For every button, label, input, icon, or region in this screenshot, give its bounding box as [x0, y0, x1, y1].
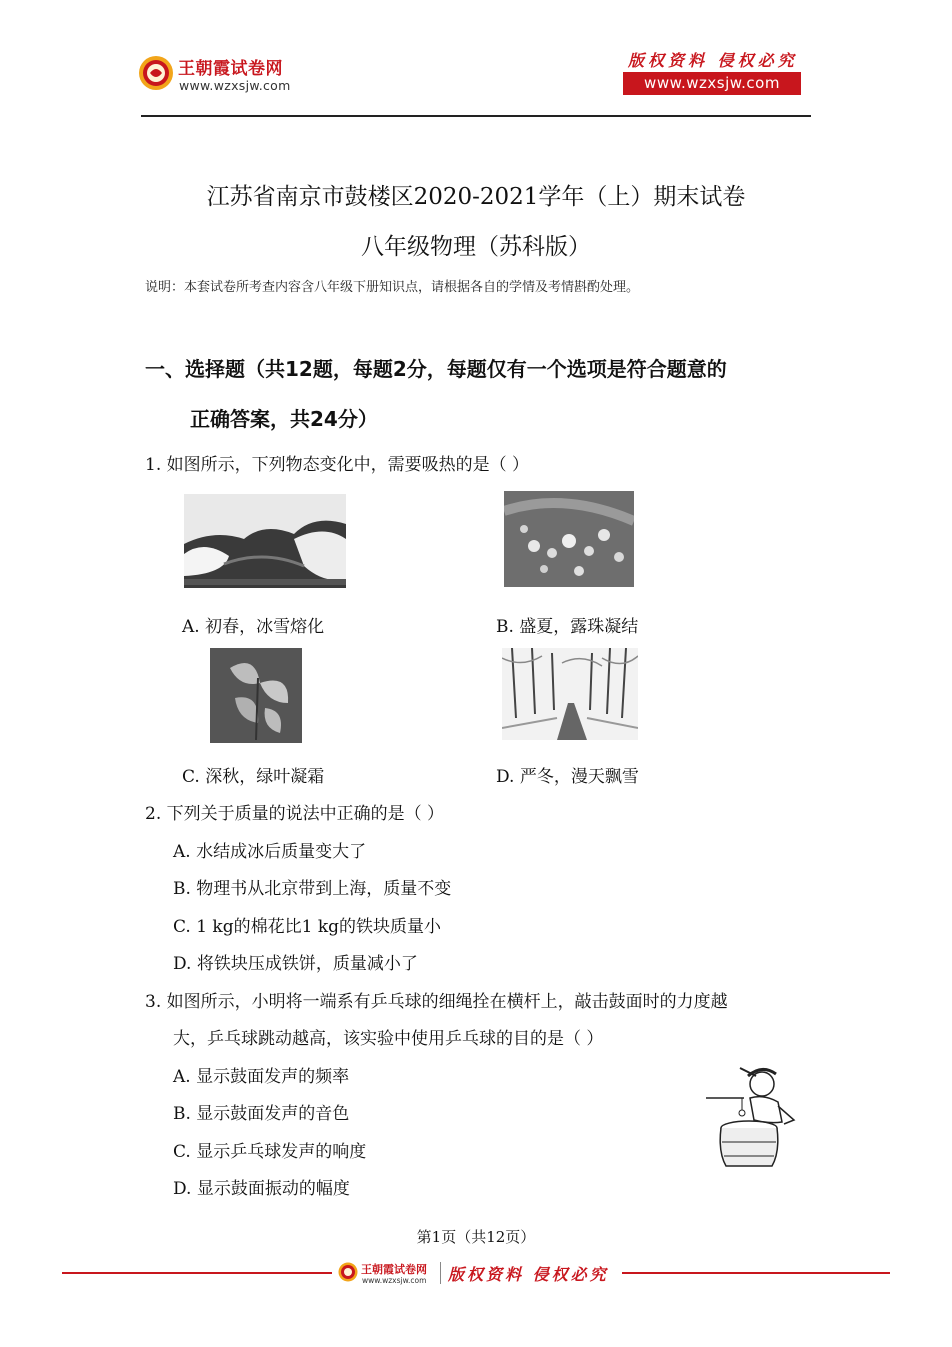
question-3-option-c[interactable]: C. 显示乒乓球发声的响度	[173, 1142, 367, 1162]
snowy-road-image	[502, 648, 638, 740]
footer-rule-left	[62, 1272, 332, 1274]
drum-experiment-image	[704, 1062, 802, 1174]
question-2-option-d[interactable]: D. 将铁块压成铁饼，质量减小了	[173, 954, 418, 974]
brand-url[interactable]: www.wzxsjw.com	[179, 78, 291, 93]
copyright-notice: 版权资料 侵权必究	[628, 51, 798, 70]
frost-leaves-image	[210, 648, 302, 743]
brand-name: 王朝霞试卷网	[178, 59, 283, 79]
section-heading: 一、选择题（共12题，每题2分，每题仅有一个选项是符合题意的	[145, 357, 727, 381]
question-1-option-d[interactable]: D. 严冬，漫天飘雪	[496, 767, 639, 787]
question-1-stem: 1. 如图所示，下列物态变化中，需要吸热的是（ ）	[145, 455, 530, 475]
question-1-option-a[interactable]: A. 初春，冰雪熔化	[182, 617, 325, 637]
url-banner[interactable]: www.wzxsjw.com	[623, 72, 801, 95]
section-heading-cont: 正确答案，共24分）	[190, 407, 378, 431]
question-3-option-b[interactable]: B. 显示鼓面发声的音色	[173, 1104, 350, 1124]
footer-copyright: 版权资料 侵权必究	[448, 1265, 609, 1284]
footer-logo-icon	[338, 1262, 358, 1282]
footer-separator	[440, 1262, 441, 1284]
dew-drops-image	[504, 491, 634, 587]
question-3-option-a[interactable]: A. 显示鼓面发声的频率	[173, 1067, 350, 1087]
footer-rule-right	[622, 1272, 890, 1274]
question-2-option-c[interactable]: C. 1 kg的棉花比1 kg的铁块质量小	[173, 917, 442, 937]
footer-brand-name: 王朝霞试卷网	[361, 1263, 427, 1276]
brand-logo-icon	[138, 55, 174, 91]
question-3-stem: 3. 如图所示，小明将一端系有乒乓球的细绳拴在横杆上，敲击鼓面时的力度越	[145, 992, 728, 1012]
exam-note: 说明：本套试卷所考查内容含八年级下册知识点，请根据各自的学情及考情斟酌处理。	[145, 280, 640, 295]
exam-subtitle: 八年级物理（苏科版）	[361, 234, 591, 260]
question-2-option-a[interactable]: A. 水结成冰后质量变大了	[173, 842, 367, 862]
question-3-option-d[interactable]: D. 显示鼓面振动的幅度	[173, 1179, 350, 1199]
exam-title: 江苏省南京市鼓楼区2020-2021学年（上）期末试卷	[206, 184, 746, 210]
question-2-stem: 2. 下列关于质量的说法中正确的是（ ）	[145, 804, 445, 824]
question-3-stem-cont: 大，乒乓球跳动越高，该实验中使用乒乓球的目的是（ ）	[173, 1029, 604, 1049]
footer-brand-url[interactable]: www.wzxsjw.com	[362, 1276, 427, 1285]
question-1-option-b[interactable]: B. 盛夏，露珠凝结	[496, 617, 639, 637]
header-divider	[141, 115, 811, 117]
question-2-option-b[interactable]: B. 物理书从北京带到上海，质量不变	[173, 879, 452, 899]
question-1-option-c[interactable]: C. 深秋，绿叶凝霜	[182, 767, 325, 787]
ice-melting-image	[184, 494, 346, 588]
page-number: 第1页（共12页）	[416, 1228, 536, 1246]
